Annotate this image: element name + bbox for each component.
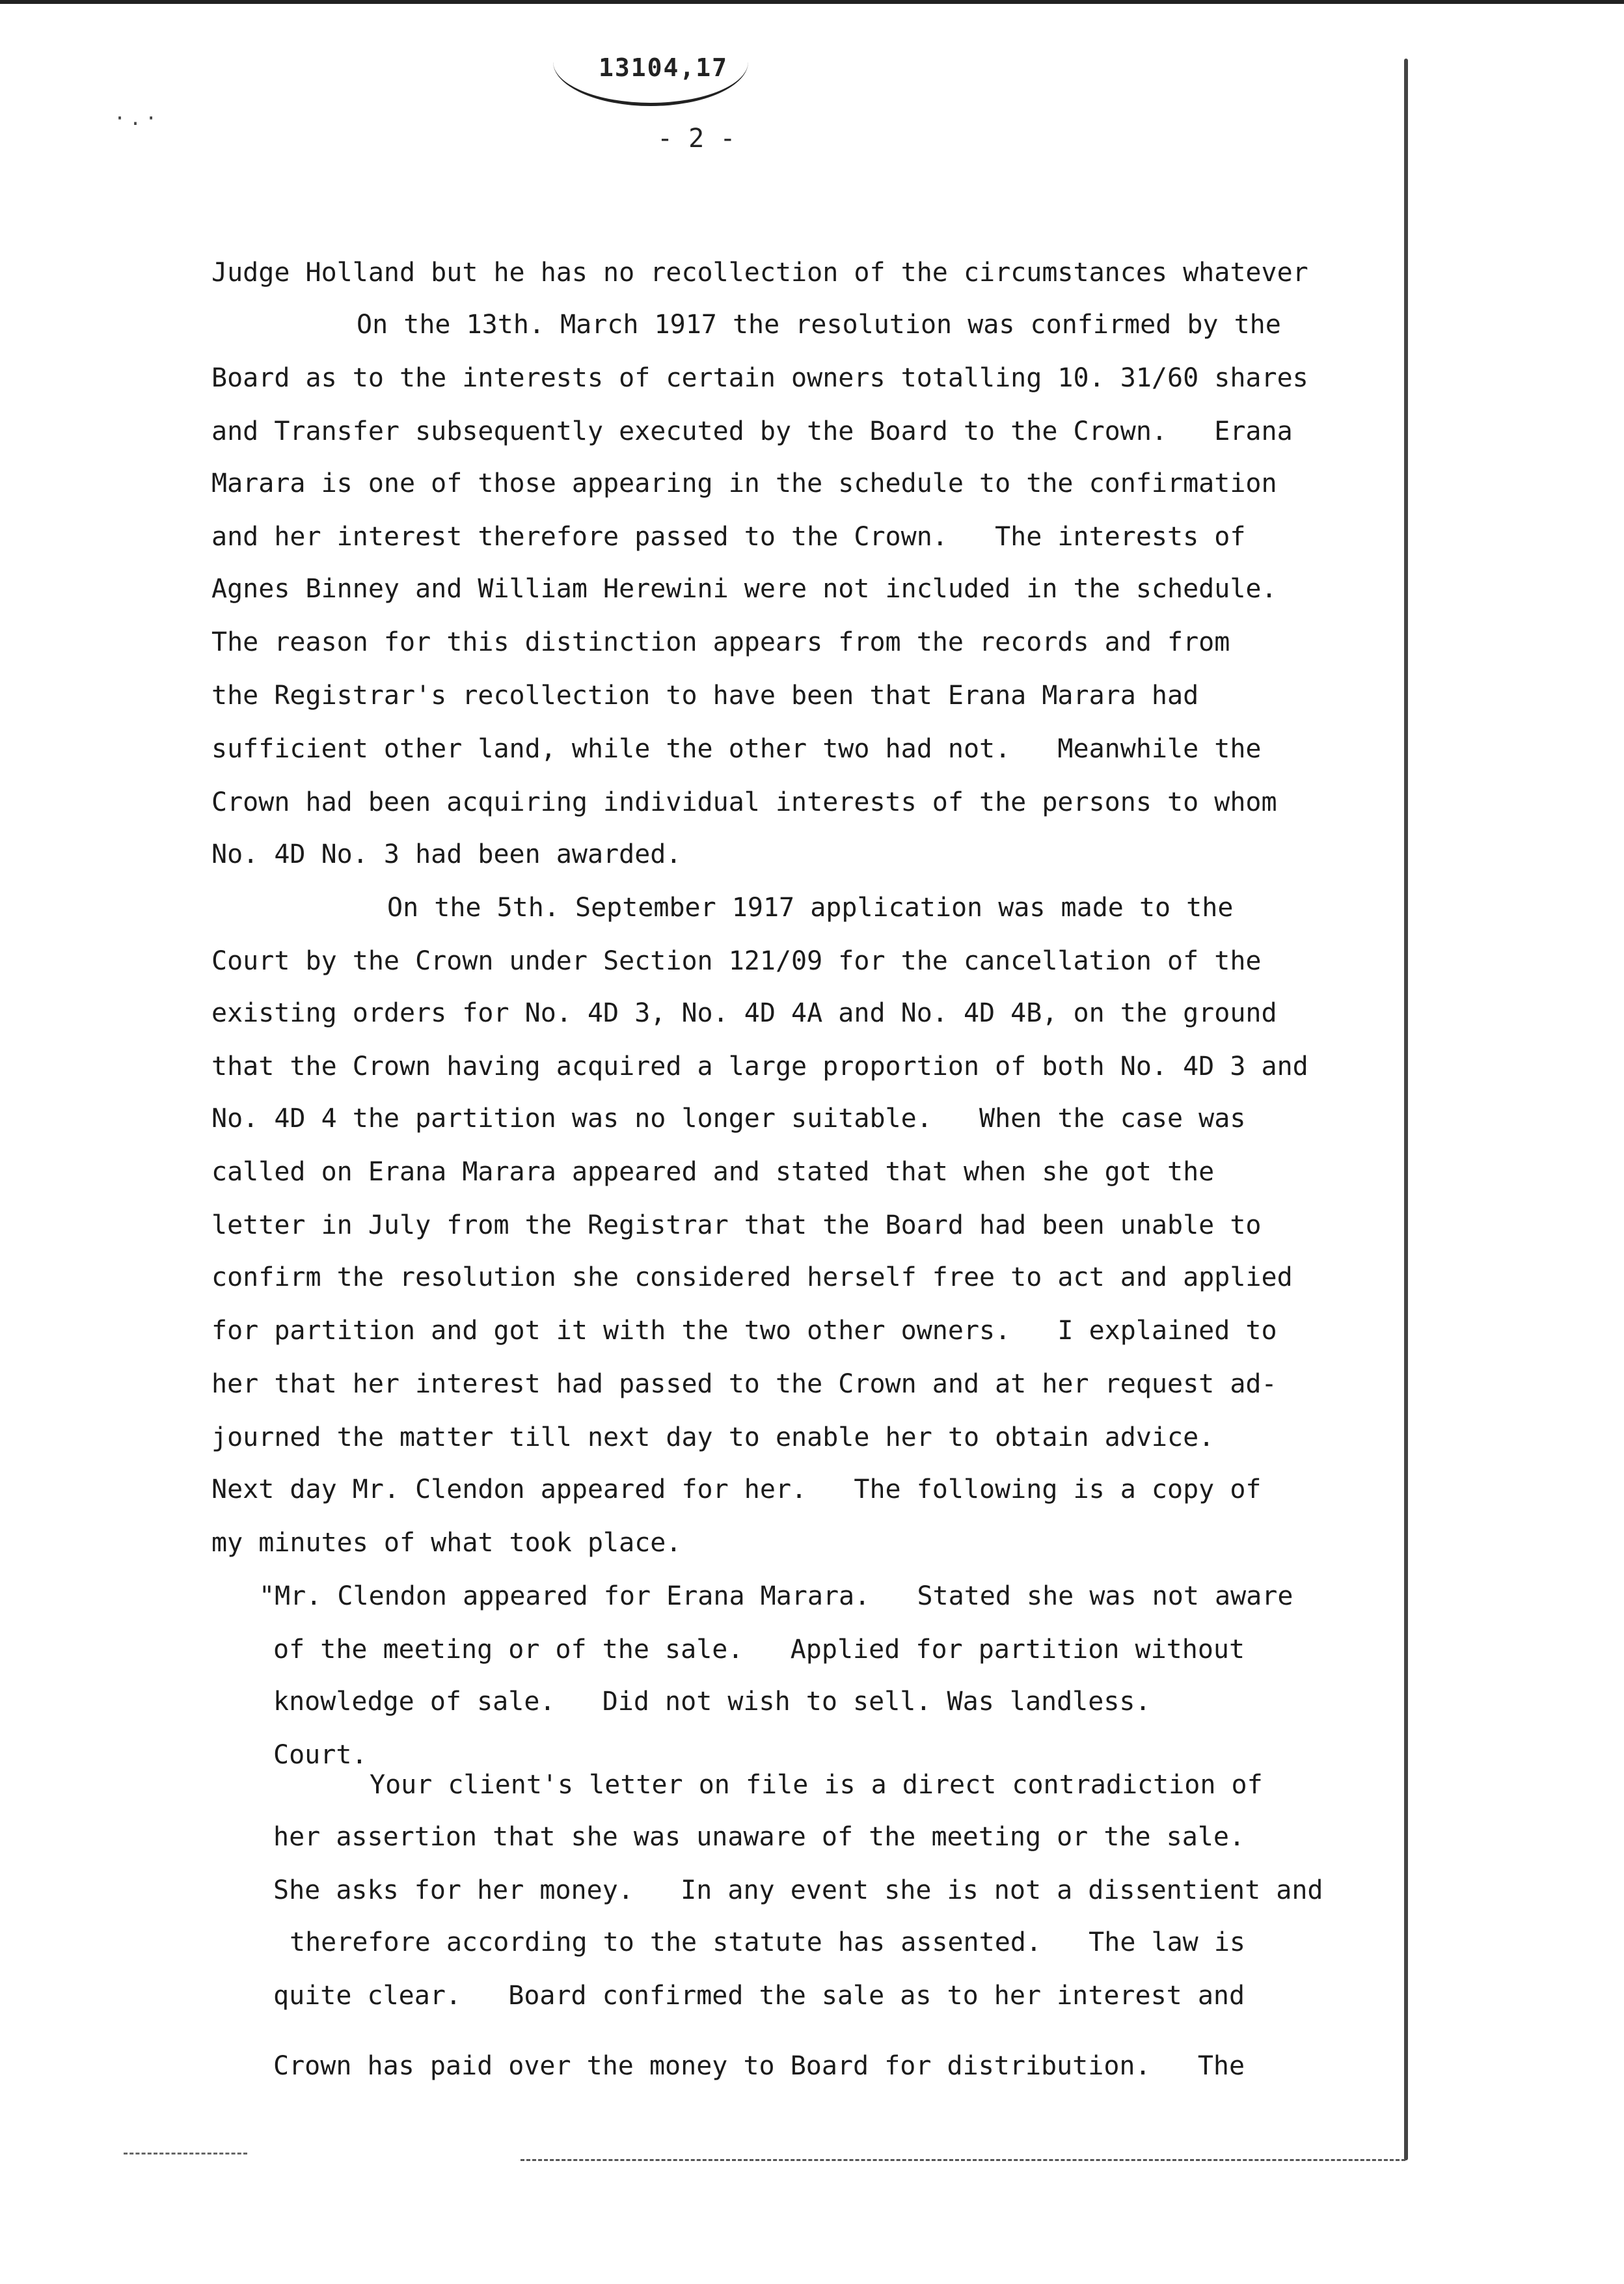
text-line: Court. (273, 1740, 368, 1770)
text-line: therefore according to the statute has assented. The law is (290, 1927, 1246, 1957)
text-line: and Transfer subsequently executed by the Board to the Crown. Erana (211, 416, 1293, 446)
text-line: Your client's letter on file is a direct contradiction of (370, 1770, 1263, 1800)
text-line: her that her interest had passed to the Crown and at her request ad- (211, 1369, 1277, 1399)
text-line: "Mr. Clendon appeared for Erana Marara. Stated she was not aware (259, 1581, 1293, 1611)
text-line: Judge Holland but he has no recollection of the circumstances whatever (211, 258, 1308, 288)
page-number: - 2 - (657, 124, 736, 154)
text-line: On the 13th. March 1917 the resolution was confirmed by the (357, 310, 1281, 340)
text-line: No. 4D No. 3 had been awarded. (211, 839, 682, 869)
text-line: knowledge of sale. Did not wish to sell. Was landless. (273, 1687, 1151, 1717)
file-stamp-number: 13104,17 (599, 53, 729, 82)
text-line: Court by the Crown under Section 121/09 for the cancellation of the (211, 946, 1262, 976)
text-line: journed the matter till next day to enable her to obtain advice. (211, 1422, 1215, 1452)
text-line: that the Crown having acquired a large proportion of both No. 4D 3 and (211, 1052, 1308, 1081)
text-line: my minutes of what took place. (211, 1528, 682, 1558)
text-line: Crown has paid over the money to Board for distribution. The (273, 2051, 1245, 2081)
text-line: No. 4D 4 the partition was no longer suitable. When the case was (211, 1104, 1246, 1134)
margin-specks: ·.· (114, 107, 161, 130)
text-line: and her interest therefore passed to the Crown. The interests of (211, 522, 1246, 552)
text-line: letter in July from the Registrar that the Board had been unable to (211, 1210, 1262, 1240)
text-line: the Registrar's recollection to have been that Erana Marara had (211, 681, 1199, 711)
text-line: On the 5th. September 1917 application was made to the (387, 893, 1234, 923)
text-line: quite clear. Board confirmed the sale as to her interest and (273, 1981, 1245, 2011)
text-line: sufficient other land, while the other two had not. Meanwhile the (211, 734, 1262, 764)
text-line: The reason for this distinction appears from the records and from (211, 627, 1230, 657)
text-line: existing orders for No. 4D 3, No. 4D 4A and No. 4D 4B, on the ground (211, 998, 1277, 1028)
text-line: Next day Mr. Clendon appeared for her. The following is a copy of (211, 1475, 1262, 1504)
text-line: confirm the resolution she considered herself free to act and applied (211, 1262, 1293, 1292)
text-line: her assertion that she was unaware of the meeting or the sale. (273, 1822, 1245, 1852)
text-line: Marara is one of those appearing in the schedule to the confirmation (211, 469, 1277, 498)
text-line: of the meeting or of the sale. Applied for partition without (273, 1635, 1245, 1665)
text-line: for partition and got it with the two other owners. I explained to (211, 1316, 1277, 1346)
text-line: called on Erana Marara appeared and stated that when she got the (211, 1157, 1215, 1187)
text-line: Crown had been acquiring individual interests of the persons to whom (211, 787, 1277, 817)
text-line: Board as to the interests of certain owners totalling 10. 31/60 shares (211, 363, 1308, 393)
text-line: She asks for her money. In any event she is not a dissentient and (273, 1875, 1323, 1905)
text-line: Agnes Binney and William Herewini were not included in the schedule. (211, 574, 1277, 604)
